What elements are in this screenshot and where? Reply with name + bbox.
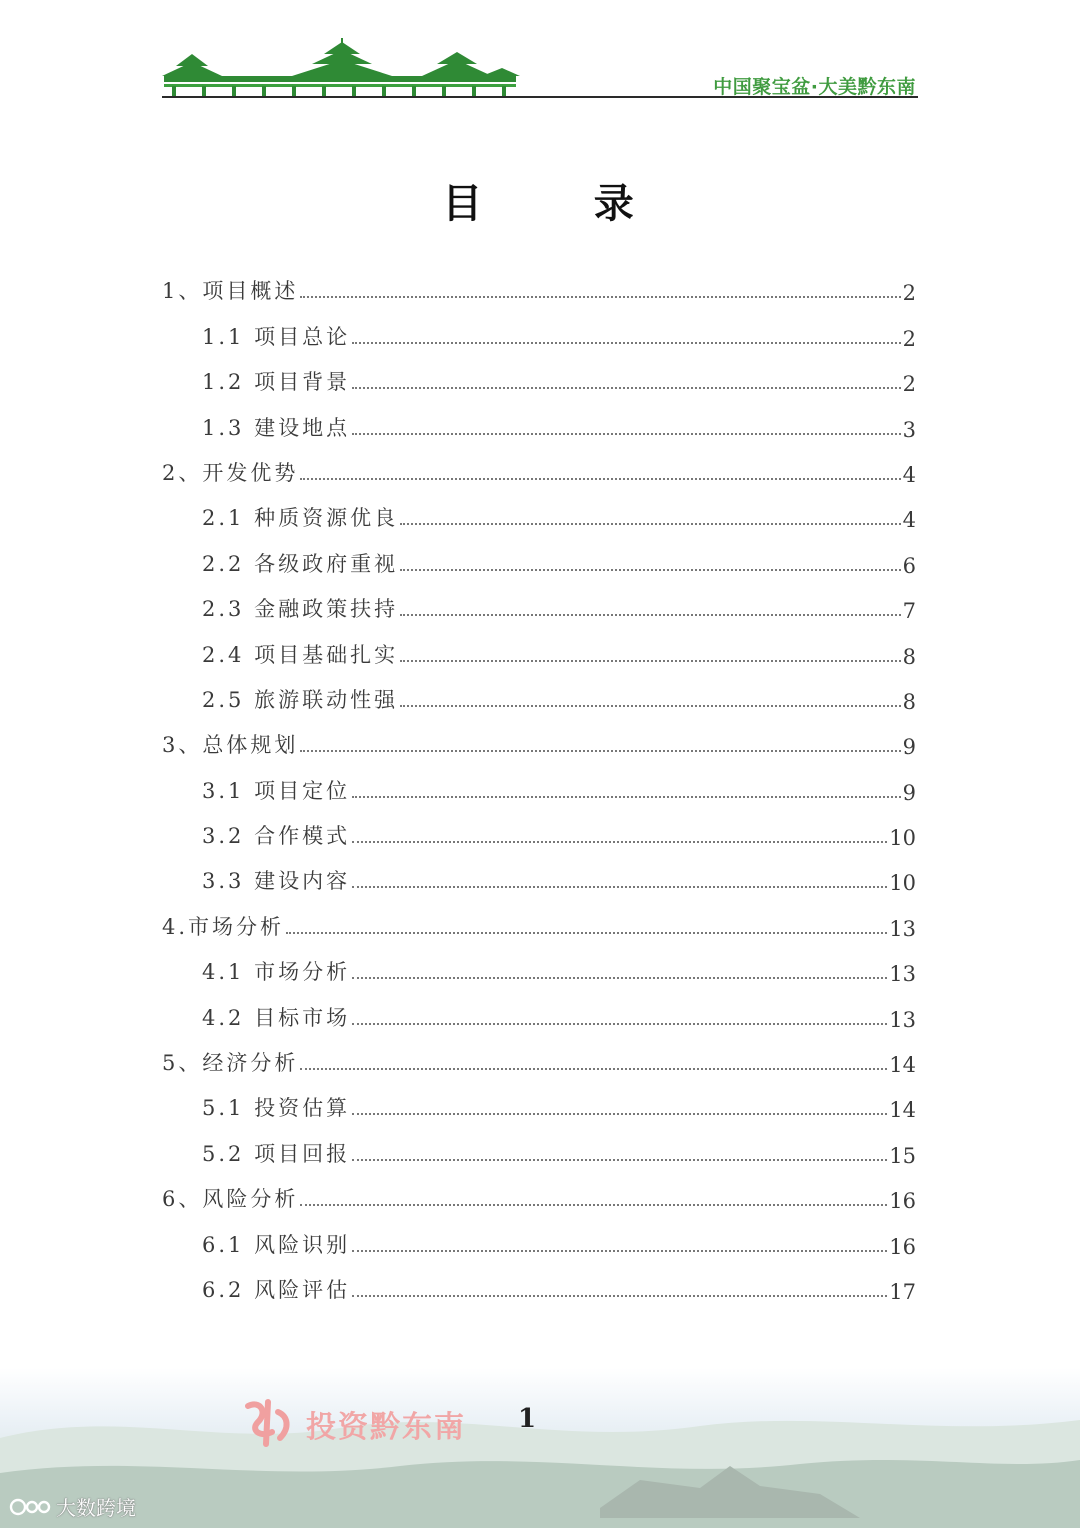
toc-dot-leader	[352, 433, 901, 435]
toc-entry-page: 16	[889, 1234, 916, 1259]
toc-dot-leader	[300, 1068, 887, 1070]
toc-entry-label: 5、经济分析	[162, 1051, 299, 1076]
toc-entry-page: 17	[889, 1279, 916, 1304]
toc-entry-label: 2.3 金融政策扶持	[202, 597, 399, 622]
toc-dot-leader	[400, 660, 901, 662]
toc-entry[interactable]	[162, 260, 916, 305]
toc-entry-page: 14	[889, 1053, 916, 1078]
toc-dot-leader	[400, 705, 901, 707]
toc-dot-leader	[400, 523, 901, 525]
toc-entry-label: 2.5 旅游联动性强	[202, 687, 399, 712]
toc-entry-label: 6、风险分析	[162, 1187, 299, 1212]
toc-entry-page: 9	[902, 735, 916, 760]
toc-entry-page: 4	[902, 462, 916, 487]
toc-entry-page: 13	[889, 1007, 916, 1032]
landscape-background	[0, 1368, 1080, 1528]
toc-entry[interactable]	[162, 669, 916, 714]
toc-entry-label: 4.2 目标市场	[202, 1005, 351, 1030]
toc-entry-page: 3	[902, 417, 916, 442]
toc-dot-leader	[352, 1295, 887, 1297]
toc-entry-page: 2	[902, 372, 916, 397]
toc-entry-page: 8	[902, 644, 916, 669]
toc-entry-page: 2	[902, 281, 916, 306]
toc-entry-label: 1.1 项目总论	[202, 324, 351, 349]
toc-entry[interactable]	[162, 578, 916, 623]
toc-dot-leader	[300, 478, 900, 480]
page-title: 目 录	[442, 180, 638, 227]
toc-entry-label: 1、项目概述	[162, 279, 299, 304]
table-of-contents	[162, 260, 916, 1304]
toc-entry-label: 3、总体规划	[162, 733, 299, 758]
toc-entry[interactable]	[162, 442, 916, 487]
toc-dot-leader	[352, 977, 887, 979]
toc-entry-page: 15	[889, 1143, 916, 1168]
toc-dot-leader	[352, 387, 901, 389]
page-number: 1	[518, 1404, 537, 1434]
toc-dot-leader	[400, 614, 901, 616]
toc-entry-page: 14	[889, 1098, 916, 1123]
toc-entry[interactable]	[162, 986, 916, 1031]
toc-entry-label: 2.2 各级政府重视	[202, 551, 399, 576]
toc-entry[interactable]	[162, 532, 916, 577]
toc-entry-label: 5.1 投资估算	[202, 1096, 351, 1121]
toc-entry-page: 6	[902, 553, 916, 578]
toc-entry-label: 2、开发优势	[162, 460, 299, 485]
toc-entry[interactable]	[162, 396, 916, 441]
toc-dot-leader	[352, 1023, 887, 1025]
toc-entry[interactable]	[162, 1259, 916, 1304]
toc-entry-label: 3.1 项目定位	[202, 778, 351, 803]
toc-entry[interactable]	[162, 805, 916, 850]
toc-entry-page: 10	[889, 826, 916, 851]
dashu-logo-icon	[8, 1495, 52, 1519]
toc-entry[interactable]	[162, 1168, 916, 1213]
toc-entry-page: 10	[889, 871, 916, 896]
toc-entry-page: 4	[902, 508, 916, 533]
toc-entry[interactable]	[162, 487, 916, 532]
toc-entry-page: 9	[902, 780, 916, 805]
green-pavilion-bridge-icon	[162, 38, 522, 98]
toc-entry-page: 7	[902, 599, 916, 624]
toc-entry-label: 2.4 项目基础扎实	[202, 642, 399, 667]
toc-dot-leader	[352, 1113, 887, 1115]
toc-dot-leader	[352, 886, 887, 888]
toc-entry-label: 6.1 风险识别	[202, 1232, 351, 1257]
header-slogan: 中国聚宝盆·大美黔东南	[713, 76, 916, 98]
toc-dot-leader	[352, 1250, 887, 1252]
page-header	[162, 38, 918, 100]
toc-entry-page: 2	[902, 326, 916, 351]
toc-dot-leader	[300, 750, 900, 752]
toc-entry-page: 13	[889, 916, 916, 941]
toc-entry-label: 4.1 市场分析	[202, 960, 351, 985]
toc-entry[interactable]	[162, 623, 916, 668]
toc-entry-label: 3.2 合作模式	[202, 824, 351, 849]
toc-dot-leader	[352, 1159, 887, 1161]
toc-entry-label: 5.2 项目回报	[202, 1141, 351, 1166]
toc-entry[interactable]	[162, 1122, 916, 1167]
red-calligraphy-logo-icon	[238, 1394, 298, 1454]
toc-entry[interactable]	[162, 351, 916, 396]
page-footer	[0, 1368, 1080, 1528]
toc-dot-leader	[352, 342, 901, 344]
toc-dot-leader	[400, 569, 901, 571]
toc-entry-label: 2.1 种质资源优良	[202, 506, 399, 531]
toc-dot-leader	[286, 932, 887, 934]
toc-entry-page: 8	[902, 689, 916, 714]
watermark-text: 大数跨境	[56, 1496, 136, 1520]
toc-entry[interactable]	[162, 759, 916, 804]
toc-dot-leader	[300, 1204, 887, 1206]
toc-entry-label: 1.2 项目背景	[202, 370, 351, 395]
toc-entry[interactable]	[162, 941, 916, 986]
toc-entry-label: 6.2 风险评估	[202, 1277, 351, 1302]
toc-entry[interactable]	[162, 895, 916, 940]
toc-entry-label: 1.3 建设地点	[202, 415, 351, 440]
toc-entry-label: 4.市场分析	[162, 914, 285, 939]
toc-dot-leader	[300, 296, 900, 298]
toc-entry[interactable]	[162, 714, 916, 759]
toc-entry[interactable]	[162, 1077, 916, 1122]
toc-entry[interactable]	[162, 850, 916, 895]
toc-entry-label: 3.3 建设内容	[202, 869, 351, 894]
toc-entry-page: 13	[889, 962, 916, 987]
toc-dot-leader	[352, 796, 901, 798]
toc-entry-page: 16	[889, 1189, 916, 1214]
footer-brand: 投资黔东南	[306, 1410, 466, 1445]
watermark	[8, 1492, 136, 1521]
toc-entry[interactable]	[162, 305, 916, 350]
toc-entry[interactable]	[162, 1032, 916, 1077]
toc-dot-leader	[352, 841, 887, 843]
toc-entry[interactable]	[162, 1213, 916, 1258]
